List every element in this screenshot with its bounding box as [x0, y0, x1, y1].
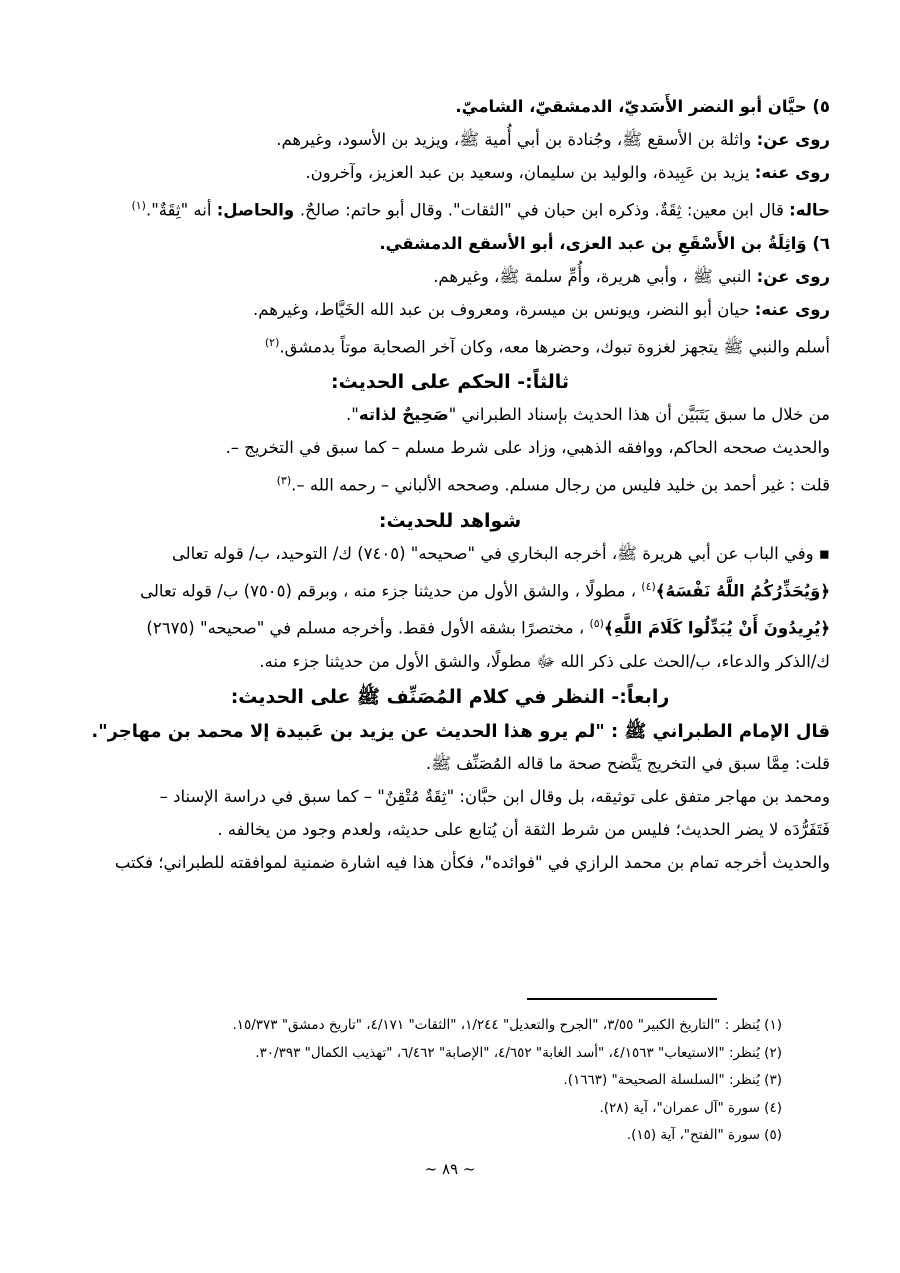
footnote-ref[interactable]: (٣) — [276, 474, 292, 487]
footnote-ref[interactable]: (٥) — [589, 617, 604, 630]
footnote-4: (٤) سورة "آل عمران"، آية (٢٨). — [599, 1099, 782, 1116]
main-text — [70, 96, 830, 885]
quran-verse: ﴿وَيُحَذِّرُكُمُ اللَّهُ نَفْسَهُ﴾ — [655, 581, 830, 600]
narrator-title-1: ٥) حيَّان أبو النضر الأَسَديّ، الدمشقيّ، الشاميّ. — [455, 97, 830, 116]
page-number: ~ ٨٩ ~ — [424, 1160, 476, 1178]
ruling-line-2: والحديث صححه الحاكم، ووافقه الذهبي، وزاد على شرط مسلم – كما سبق في التخريج –. — [225, 438, 830, 457]
quran-verse: ﴿يُرِيدُونَ أَنْ يُبَدِّلُوا كَلَامَ اللَّهِ﴾ — [603, 618, 830, 638]
footnote-3: (٣) يُنظر: "السلسلة الصحيحة" (١٦٦٣). — [563, 1072, 782, 1088]
review-line-3: فَتَفَرُّدَه لا يضر الحديث؛ فليس من شرط الثقة أن يُتابع على حديثه، ولعدم وجود من يخالفه . — [217, 819, 830, 839]
ruling-line-3: قلت : غير أحمد بن خليد فليس من رجال مسلم. وصححه الألباني – رحمه الله –.$^{(٣)}$ — [276, 474, 830, 495]
footnote-2: (٢) يُنظر: "الاستيعاب" ٤/١٥٦٣، "أسد الغابة" ٤/٦٥٢، "الإصابة" ٦/٤٦٢، "تهذيب الكمال" ٣٠/٣٩٣. — [255, 1044, 782, 1061]
footnote-1: (١) يُنظر : "التاريخ الكبير" ٣/٥٥، "الجرح والتعديل" ١/٢٤٤، "الثقات" ٤/١٧١، "تاريخ دمشق" ١٥/٣٧٣. — [232, 1017, 782, 1033]
review-line-2: ومحمد بن مهاجر متفق على توثيقه، بل وقال ابن حبَّان: "ثِقَةٌ مُتْقِنٌ" – كما سبق في دراسة الإسناد – — [159, 786, 830, 806]
ruling-line: من خلال ما سبق يَتَبَيَّن أن هذا الحديث بإسناد الطبراني "صَحِيحٌ لذاته". — [346, 405, 830, 424]
footnote-ref[interactable]: (٤) — [641, 579, 656, 593]
section-heading-review: رابعاً:- النظر في كلام المُصَنِّف ﷺ على الحديث: — [230, 685, 670, 708]
footnote-divider — [527, 998, 717, 1000]
narrated-by-1: روى عنه: يزيد بن عَبِيدة، والوليد بن سليمان، وسعيد بن عبد العزيز، وآخرون. — [305, 163, 830, 182]
review-line-4: والحديث أخرجه تمام بن محمد الرازي في "فوائده"، فكأن هذا فيه اشارة ضمنية لموافقته للطبراني؛ فكتب — [114, 852, 830, 872]
narrator-bio-2: أسلم والنبي ﷺ يتجهز لغزوة تبوك، وحضرها معه، وكان آخر الصحابة موتاً بدمشق.$^{(٢)}$ — [264, 335, 830, 356]
section-heading-witnesses: شواهد للحديث: — [378, 509, 522, 532]
footnote-ref[interactable]: (٢) — [264, 335, 280, 349]
witness-line-4: ك/الذكر والدعاء، ب/الحث على ذكر الله ﷻ مطولًا، والشق الأول من حديثنا جزء منه. — [259, 651, 830, 671]
section-heading-ruling: ثالثاً:- الحكم على الحديث: — [330, 371, 570, 393]
narrated-by-2: روى عنه: حيان أبو النضر، ويونس بن ميسرة، ومعروف بن عبد الله الخَيَّاط، وغيرهم. — [253, 299, 830, 319]
tabarani-quote: قال الإمام الطبراني ﷺ : "لم يرو هذا الحديث عن يزيد بن عَبيدة إلا محمد بن مهاجر". — [91, 720, 830, 742]
narrator-status-1: حاله: قال ابن معين: ثِقَةٌ. وذكره ابن حبان في "الثقات". وقال أبو حاتم: صالحٌ. والحاصل: أنه "ثِقَةٌ".$^{(١)}$ — [131, 199, 830, 220]
footnote-ref[interactable]: (١) — [131, 199, 146, 212]
footnotes — [100, 1016, 782, 1154]
witness-line-1: ▪ وفي الباب عن أبي هريرة ﷺ، أخرجه البخاري في "صحيحه" (٧٤٠٥) ك/ التوحيد، ب/ قوله تعالى — [70, 543, 830, 565]
footnote-5: (٥) سورة "الفتح"، آية (١٥). — [626, 1127, 782, 1143]
review-line-1: قلت: مِمَّا سبق في التخريج يَتَّضح صحة ما قاله المُصَنِّف ﷺ. — [425, 753, 830, 773]
narrated-from-2: روى عن: النبي ﷺ ، وأبي هريرة، وأُمِّ سلمة ﷺ، وغيرهم. — [433, 266, 830, 286]
witness-line-3: ﴿يُرِيدُونَ أَنْ يُبَدِّلُوا كَلَامَ اللَّهِ﴾$^{(٥)}$ ، مختصرًا بشقه الأول فقط. وأخرجه مسلم في "صحيحه" (٢٦٧٥) — [146, 617, 830, 638]
narrator-title-2: ٦) وَاثِلَةُ بن الأَسْقَعِ بن عبد العزى، أبو الأسقع الدمشقي. — [379, 233, 830, 253]
narrated-from-1: روى عن: واثلة بن الأسقع ﷺ، وجُنادة بن أبي أُمية ﷺ، ويزيد بن الأسود، وغيرهم. — [276, 130, 830, 149]
witness-line-2: ﴿وَيُحَذِّرُكُمُ اللَّهُ نَفْسَهُ﴾$^{(٤)}$ ، مطولًا ، والشق الأول من حديثنا جزء منه ، وبرقم (٧٥٠٥) ب/ قوله تعالى — [140, 579, 830, 600]
